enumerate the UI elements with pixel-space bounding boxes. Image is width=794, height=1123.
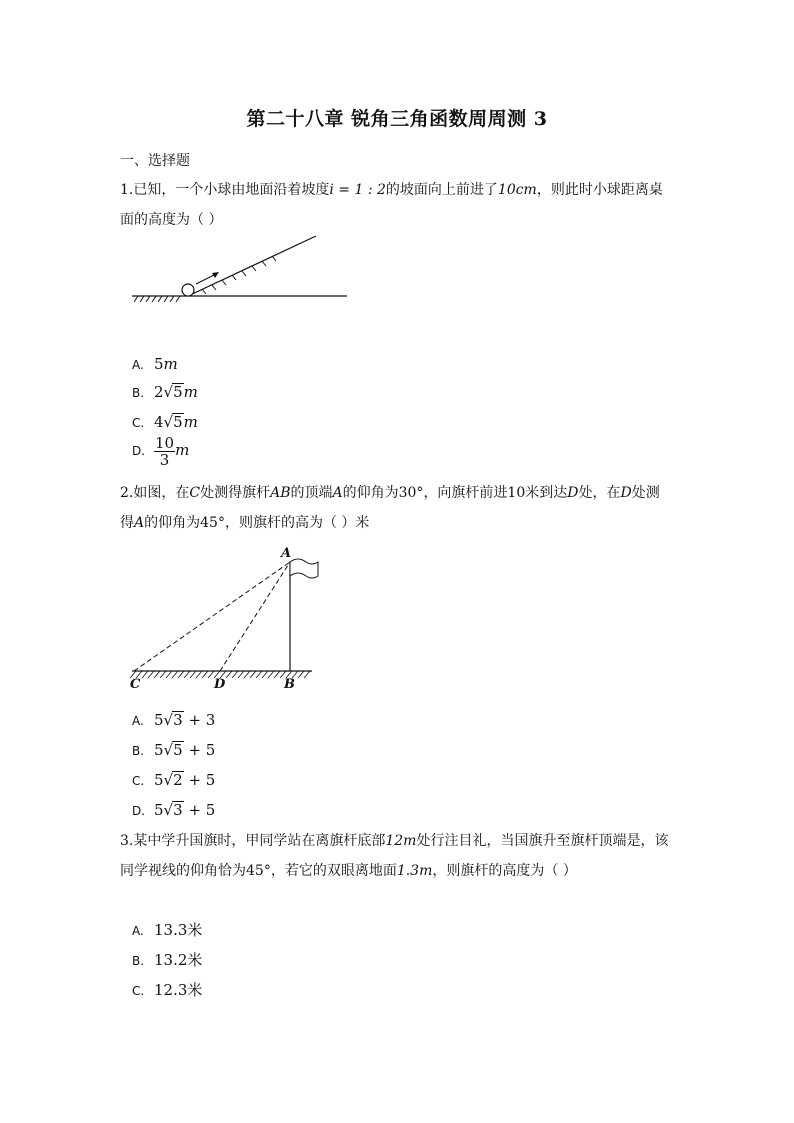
figure-label-c: C xyxy=(130,677,141,692)
q2-option-d[interactable]: D. 5√3 + 5 xyxy=(132,801,216,819)
page-title: 第二十八章 锐角三角函数周周测 3 xyxy=(246,108,548,130)
question-3-line-2: 同学视线的仰角恰为45°，若它的双眼离地面1.3m，则旗杆的高度为（ ） xyxy=(120,863,577,879)
question-2-line-1: 2.如图，在C处测得旗杆AB的顶端A的仰角为30°，向旗杆前进10米到达D处，在D处测 xyxy=(120,485,660,501)
figure-label-b: B xyxy=(284,677,295,692)
figure-label-d: D xyxy=(214,677,226,692)
q2-option-c[interactable]: C. 5√2 + 5 xyxy=(132,771,216,789)
question-1-line-2: 面的高度为（ ） xyxy=(120,212,223,228)
q1-option-d[interactable]: D. $\frac{10}{3}$ m xyxy=(132,433,190,469)
q2-option-a[interactable]: A. 5√3 + 3 xyxy=(132,711,216,729)
section-heading: 一、选择题 xyxy=(120,153,190,169)
question-1-line-1: 1.已知，一个小球由地面沿着坡度i = 1 : 2的坡面向上前进了10cm，则此时小球距离桌 xyxy=(120,182,663,198)
q3-option-c[interactable]: C. 12.3米 xyxy=(132,981,203,999)
question-2 xyxy=(120,478,680,538)
q3-option-b[interactable]: B. 13.2米 xyxy=(132,951,203,969)
q1-option-b[interactable]: B. 2√5m xyxy=(132,383,198,401)
question-1 xyxy=(120,175,680,235)
slope-figure xyxy=(130,232,350,304)
flagpole-figure xyxy=(126,540,326,694)
q2-option-b[interactable]: B. 5√5 + 5 xyxy=(132,741,216,759)
ball-icon xyxy=(182,284,194,296)
q3-option-a[interactable]: A. 13.3米 xyxy=(132,921,203,939)
figure-label-a: A xyxy=(281,546,292,561)
question-3-line-1: 3.某中学升国旗时，甲同学站在离旗杆底部12m处行注目礼，当国旗升至旗杆顶端是，该 xyxy=(120,833,669,849)
q1-option-a[interactable]: A. 5m xyxy=(132,355,178,373)
q1-option-c[interactable]: C. 4√5m xyxy=(132,413,198,431)
question-2-line-2: 得A的仰角为45°，则旗杆的高为（ ）米 xyxy=(120,515,370,531)
question-3 xyxy=(120,826,680,886)
